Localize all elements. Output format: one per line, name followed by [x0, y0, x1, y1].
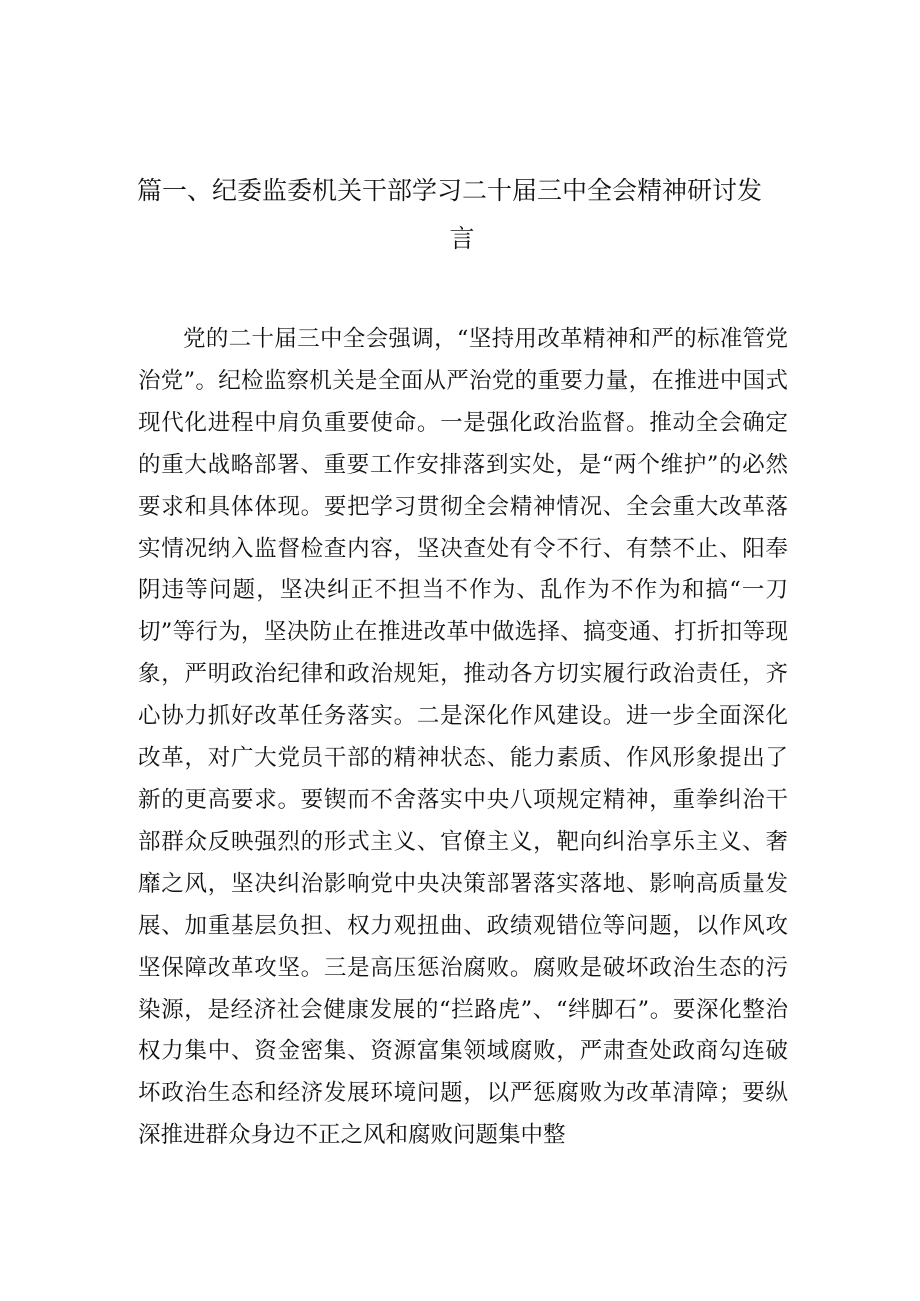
body-paragraph: 党的二十届三中全会强调，“坚持用改革精神和严的标准管党治党”。纪检监察机关是全面从严治党的重要力量，在推进中国式现代化进程中肩负重要使命。一是强化政治监督。推动全会确定的重大战略部署、重要工作安排落到实处，是“两个维护”的必然要求和具体体现。要把学习贯彻全会精神情况、全会重大改革落实情况纳入监督检查内容，坚决查处有令不行、有禁不止、阳奉阴违等问题，坚决纠正不担当不作为、乱作为不作为和搞“一刀切”等行为，坚决防止在推进改革中做选择、搞变通、打折扣等现象，严明政治纪律和政治规矩，推动各方切实履行政治责任，齐心协力抓好改革任务落实。二是深化作风建设。进一步全面深化改革，对广大党员干部的精神状态、能力素质、作风形象提出了新的更高要求。要锲而不舍落实中央八项规定精神，重拳纠治干部群众反映强烈的形式主义、官僚主义，靶向纠治享乐主义、奢靡之风，坚决纠治影响党中央决策部署落实落地、影响高质量发展、加重基层负担、权力观扭曲、政绩观错位等问题，以作风攻坚保障改革攻坚。三是高压惩治腐败。腐败是破坏政治生态的污染源，是经济社会健康发展的“拦路虎”、“绊脚石”。要深化整治权力集中、资金密集、资源富集领域腐败，严肃查处政商勾连破坏政治生态和经济发展环境问题，以严惩腐败为改革清障；要纵深推进群众身边不正之风和腐败问题集中整: [138, 326, 788, 1149]
title-line-1: 篇一、纪委监委机关干部学习二十届三中全会精神研讨发: [137, 176, 763, 205]
title-line-2: 言: [449, 224, 475, 253]
document-title: [137, 167, 787, 263]
